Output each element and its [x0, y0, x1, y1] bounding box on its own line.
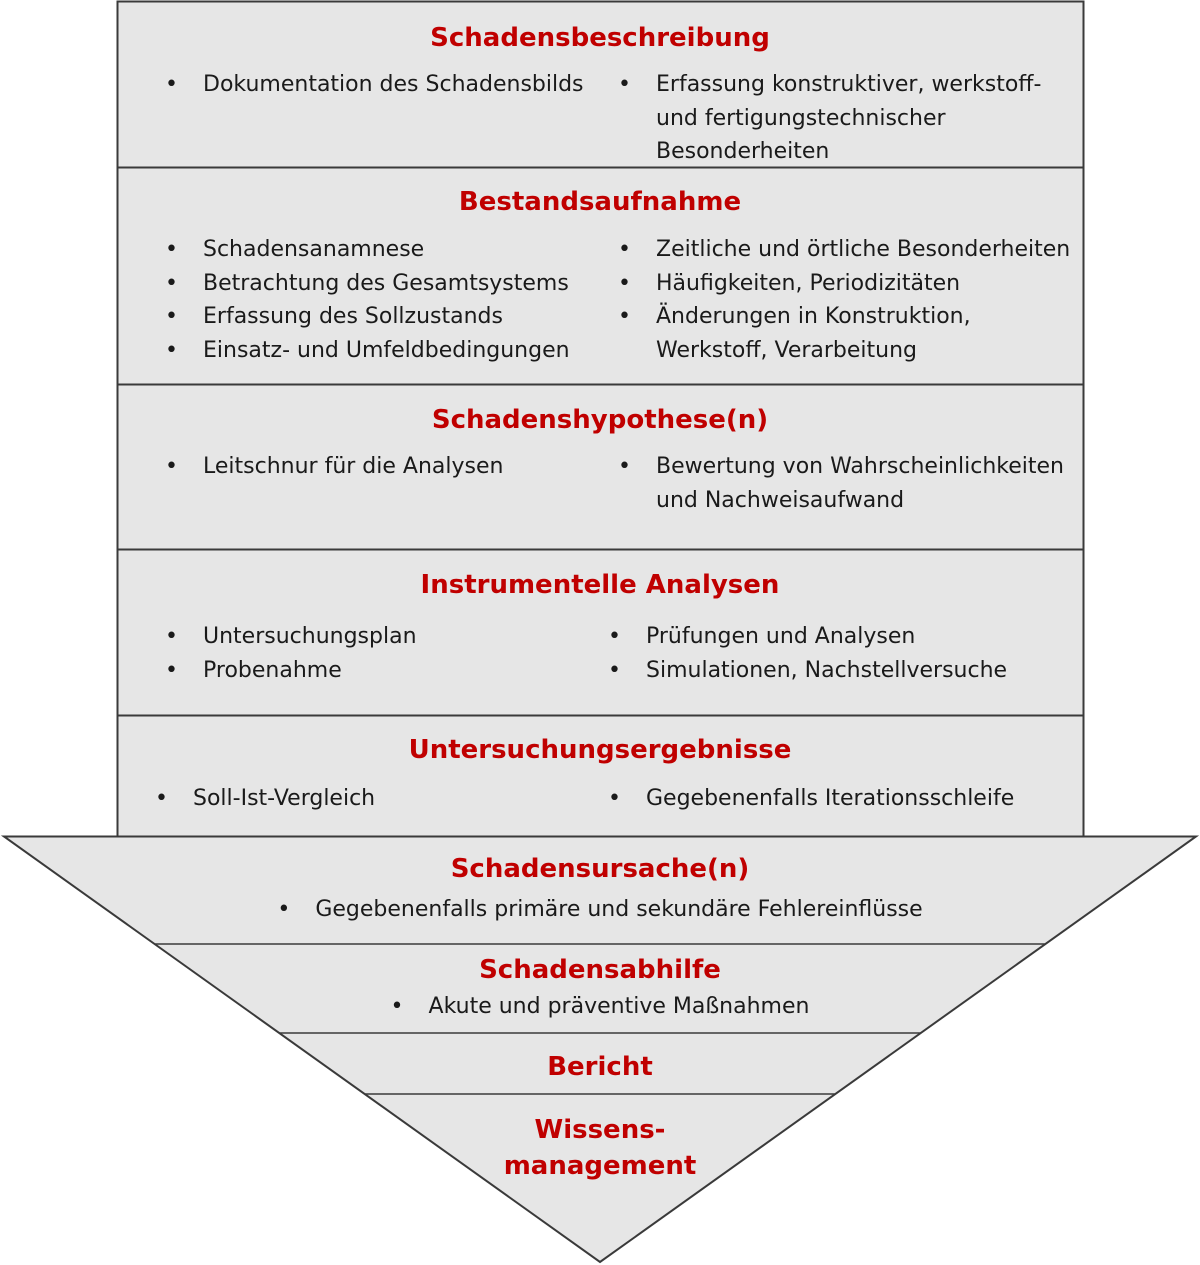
- title-schadenshypothese: Schadenshypothese(n): [431, 405, 769, 435]
- list-item: • Prüfungen und Analysen: [608, 620, 1073, 654]
- list-item: • Erfassung konstruktiver, werkstoff- und fertigungstechnischer Besonderheiten: [618, 68, 1073, 169]
- title-schadensbeschreibung: Schadensbeschreibung: [430, 23, 770, 53]
- list-item: • Probenahme: [165, 654, 585, 688]
- list-item: • Untersuchungsplan: [165, 620, 585, 654]
- bullet-glyph: •: [390, 994, 404, 1019]
- list-item: • Häufigkeiten, Periodizitäten: [618, 267, 1073, 301]
- list-bestandsaufnahme-left: [165, 233, 605, 368]
- title-bericht: Bericht: [547, 1052, 653, 1082]
- list-item: • Betrachtung des Gesamtsystems: [165, 267, 605, 301]
- list-item: • Zeitliche und örtliche Besonderheiten: [618, 233, 1073, 267]
- list-item: • Soll-Ist-Vergleich: [155, 782, 575, 816]
- title-instrumentelle-analysen: Instrumentelle Analysen: [420, 570, 780, 600]
- list-schadenshypothese-left: [165, 450, 585, 484]
- list-item: • Dokumentation des Schadensbilds: [165, 68, 585, 102]
- funnel-item-schadensabhilfe: [0, 992, 1200, 1022]
- title-untersuchungsergebnisse: Untersuchungsergebnisse: [408, 735, 792, 765]
- title-schadensursache: Schadensursache(n): [450, 854, 750, 884]
- list-item: • Schadensanamnese: [165, 233, 605, 267]
- list-item: • Simulationen, Nachstellversuche: [608, 654, 1073, 688]
- list-item: • Änderungen in Konstruktion, Werkstoff, Verarbeitung: [618, 300, 1073, 367]
- list-bestandsaufnahme-right: [618, 233, 1073, 368]
- list-untersuchungsergebnisse-right: [608, 782, 1073, 816]
- list-item: • Erfassung des Sollzustands: [165, 300, 605, 334]
- list-schadensbeschreibung-right: [618, 68, 1073, 169]
- title-bestandsaufnahme: Bestandsaufnahme: [458, 187, 742, 217]
- list-item: • Gegebenenfalls Iterationsschleife: [608, 782, 1073, 816]
- list-item: • Bewertung von Wahrscheinlichkeiten und Nachweisaufwand: [618, 450, 1073, 517]
- list-schadensbeschreibung-left: [165, 68, 585, 102]
- list-instrumentelle-analysen-right: [608, 620, 1073, 687]
- funnel-item-schadensursache: [0, 895, 1200, 925]
- funnel-item-text: Akute und präventive Maßnahmen: [428, 994, 810, 1019]
- list-item: • Einsatz- und Umfeldbedingungen: [165, 334, 605, 368]
- list-untersuchungsergebnisse-left: [155, 782, 575, 816]
- title-wissensmanagement: Wissens- management: [503, 1115, 697, 1181]
- list-schadenshypothese-right: [618, 450, 1073, 517]
- title-schadensabhilfe: Schadensabhilfe: [479, 955, 721, 985]
- funnel-item-text: Gegebenenfalls primäre und sekundäre Fehlereinflüsse: [315, 897, 923, 922]
- bullet-glyph: •: [277, 897, 291, 922]
- list-instrumentelle-analysen-left: [165, 620, 585, 687]
- list-item: • Leitschnur für die Analysen: [165, 450, 585, 484]
